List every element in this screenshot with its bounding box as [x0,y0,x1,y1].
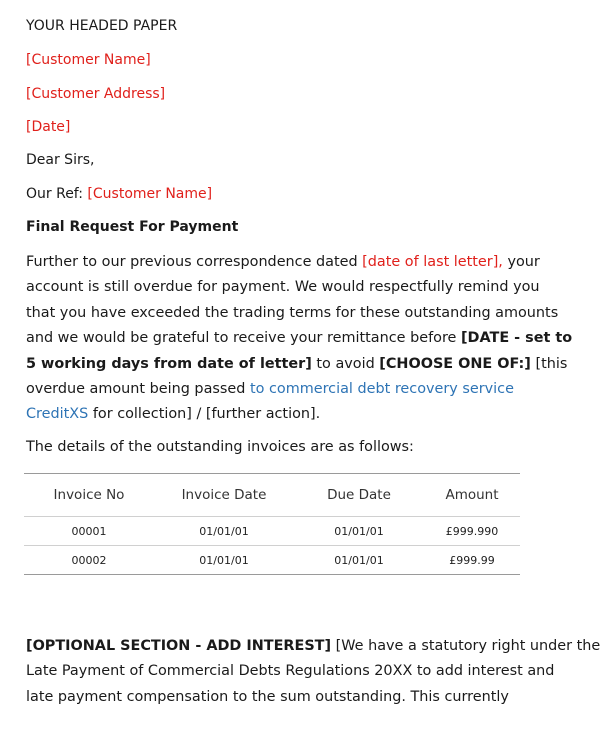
body-line-2: account is still overdue for payment. We would respectfully remind you [26,279,540,296]
body-text: [We have a statutory right under the [331,638,600,654]
invoice-date-cell: 01/01/01 [154,546,294,575]
body-line-1 [26,250,540,275]
details-intro: The details of the outstanding invoices are as follows: [26,439,414,455]
optional-line-1 [26,634,600,659]
column-header-invoice-no: Invoice No [24,474,154,517]
table-header-row [24,474,520,517]
creditxs-link[interactable]: CreditXS [26,406,89,423]
date-deadline-placeholder: [DATE - set to [460,330,573,347]
reference-line [26,186,212,202]
customer-name-placeholder: [Customer Name] [26,52,151,68]
choose-one-placeholder: [CHOOSE ONE OF:] [379,355,531,372]
body-text: and we would be grateful to receive your remittance before [26,330,461,347]
body-line-4 [26,326,573,351]
date-deadline-placeholder: 5 working days from date of letter] [26,355,312,372]
body-line-7 [26,402,528,427]
optional-line-3: late payment compensation to the sum outstanding. This currently [26,688,509,705]
body-line-3: that you have exceeded the trading terms for these outstanding amounts [26,304,559,321]
table-row [24,546,520,575]
due-date-cell: 01/01/01 [294,517,424,546]
invoice-no-cell: 00001 [24,517,154,546]
amount-cell: £999.990 [424,517,520,546]
body-text: [this [530,355,568,372]
column-header-invoice-date: Invoice Date [154,474,294,517]
reference-label: Our Ref: [26,186,88,202]
body-text: to avoid [311,355,380,372]
date-placeholder: [Date] [26,119,71,135]
body-text: for collection] / [further action]. [88,406,321,423]
date-of-last-letter-placeholder: [date of last letter], [362,254,503,270]
optional-line-2: Late Payment of Commercial Debts Regulations 20XX to add interest and [26,663,555,680]
body-line-6 [26,377,528,402]
invoice-no-cell: 00002 [24,546,154,575]
due-date-cell: 01/01/01 [294,546,424,575]
body-paragraph [26,250,573,428]
column-header-due-date: Due Date [294,474,424,517]
reference-value: [Customer Name] [87,186,213,202]
table-row [24,517,520,546]
body-text: overdue amount being passed [26,381,250,398]
body-text: Further to our previous correspondence dated [26,254,363,270]
column-header-amount: Amount [424,474,520,517]
amount-cell: £999.99 [424,546,520,575]
letter-title: Final Request For Payment [26,219,239,235]
optional-interest-paragraph [26,634,600,710]
body-line-5 [26,352,568,377]
debt-recovery-link[interactable]: to commercial debt recovery service [249,381,514,398]
optional-section-label: [OPTIONAL SECTION - ADD INTEREST] [26,638,332,654]
salutation: Dear Sirs, [26,152,95,168]
invoice-date-cell: 01/01/01 [154,517,294,546]
customer-address-placeholder: [Customer Address] [26,86,166,102]
invoice-table [24,473,520,575]
body-text: your [502,254,540,270]
headed-paper: YOUR HEADED PAPER [26,18,178,34]
